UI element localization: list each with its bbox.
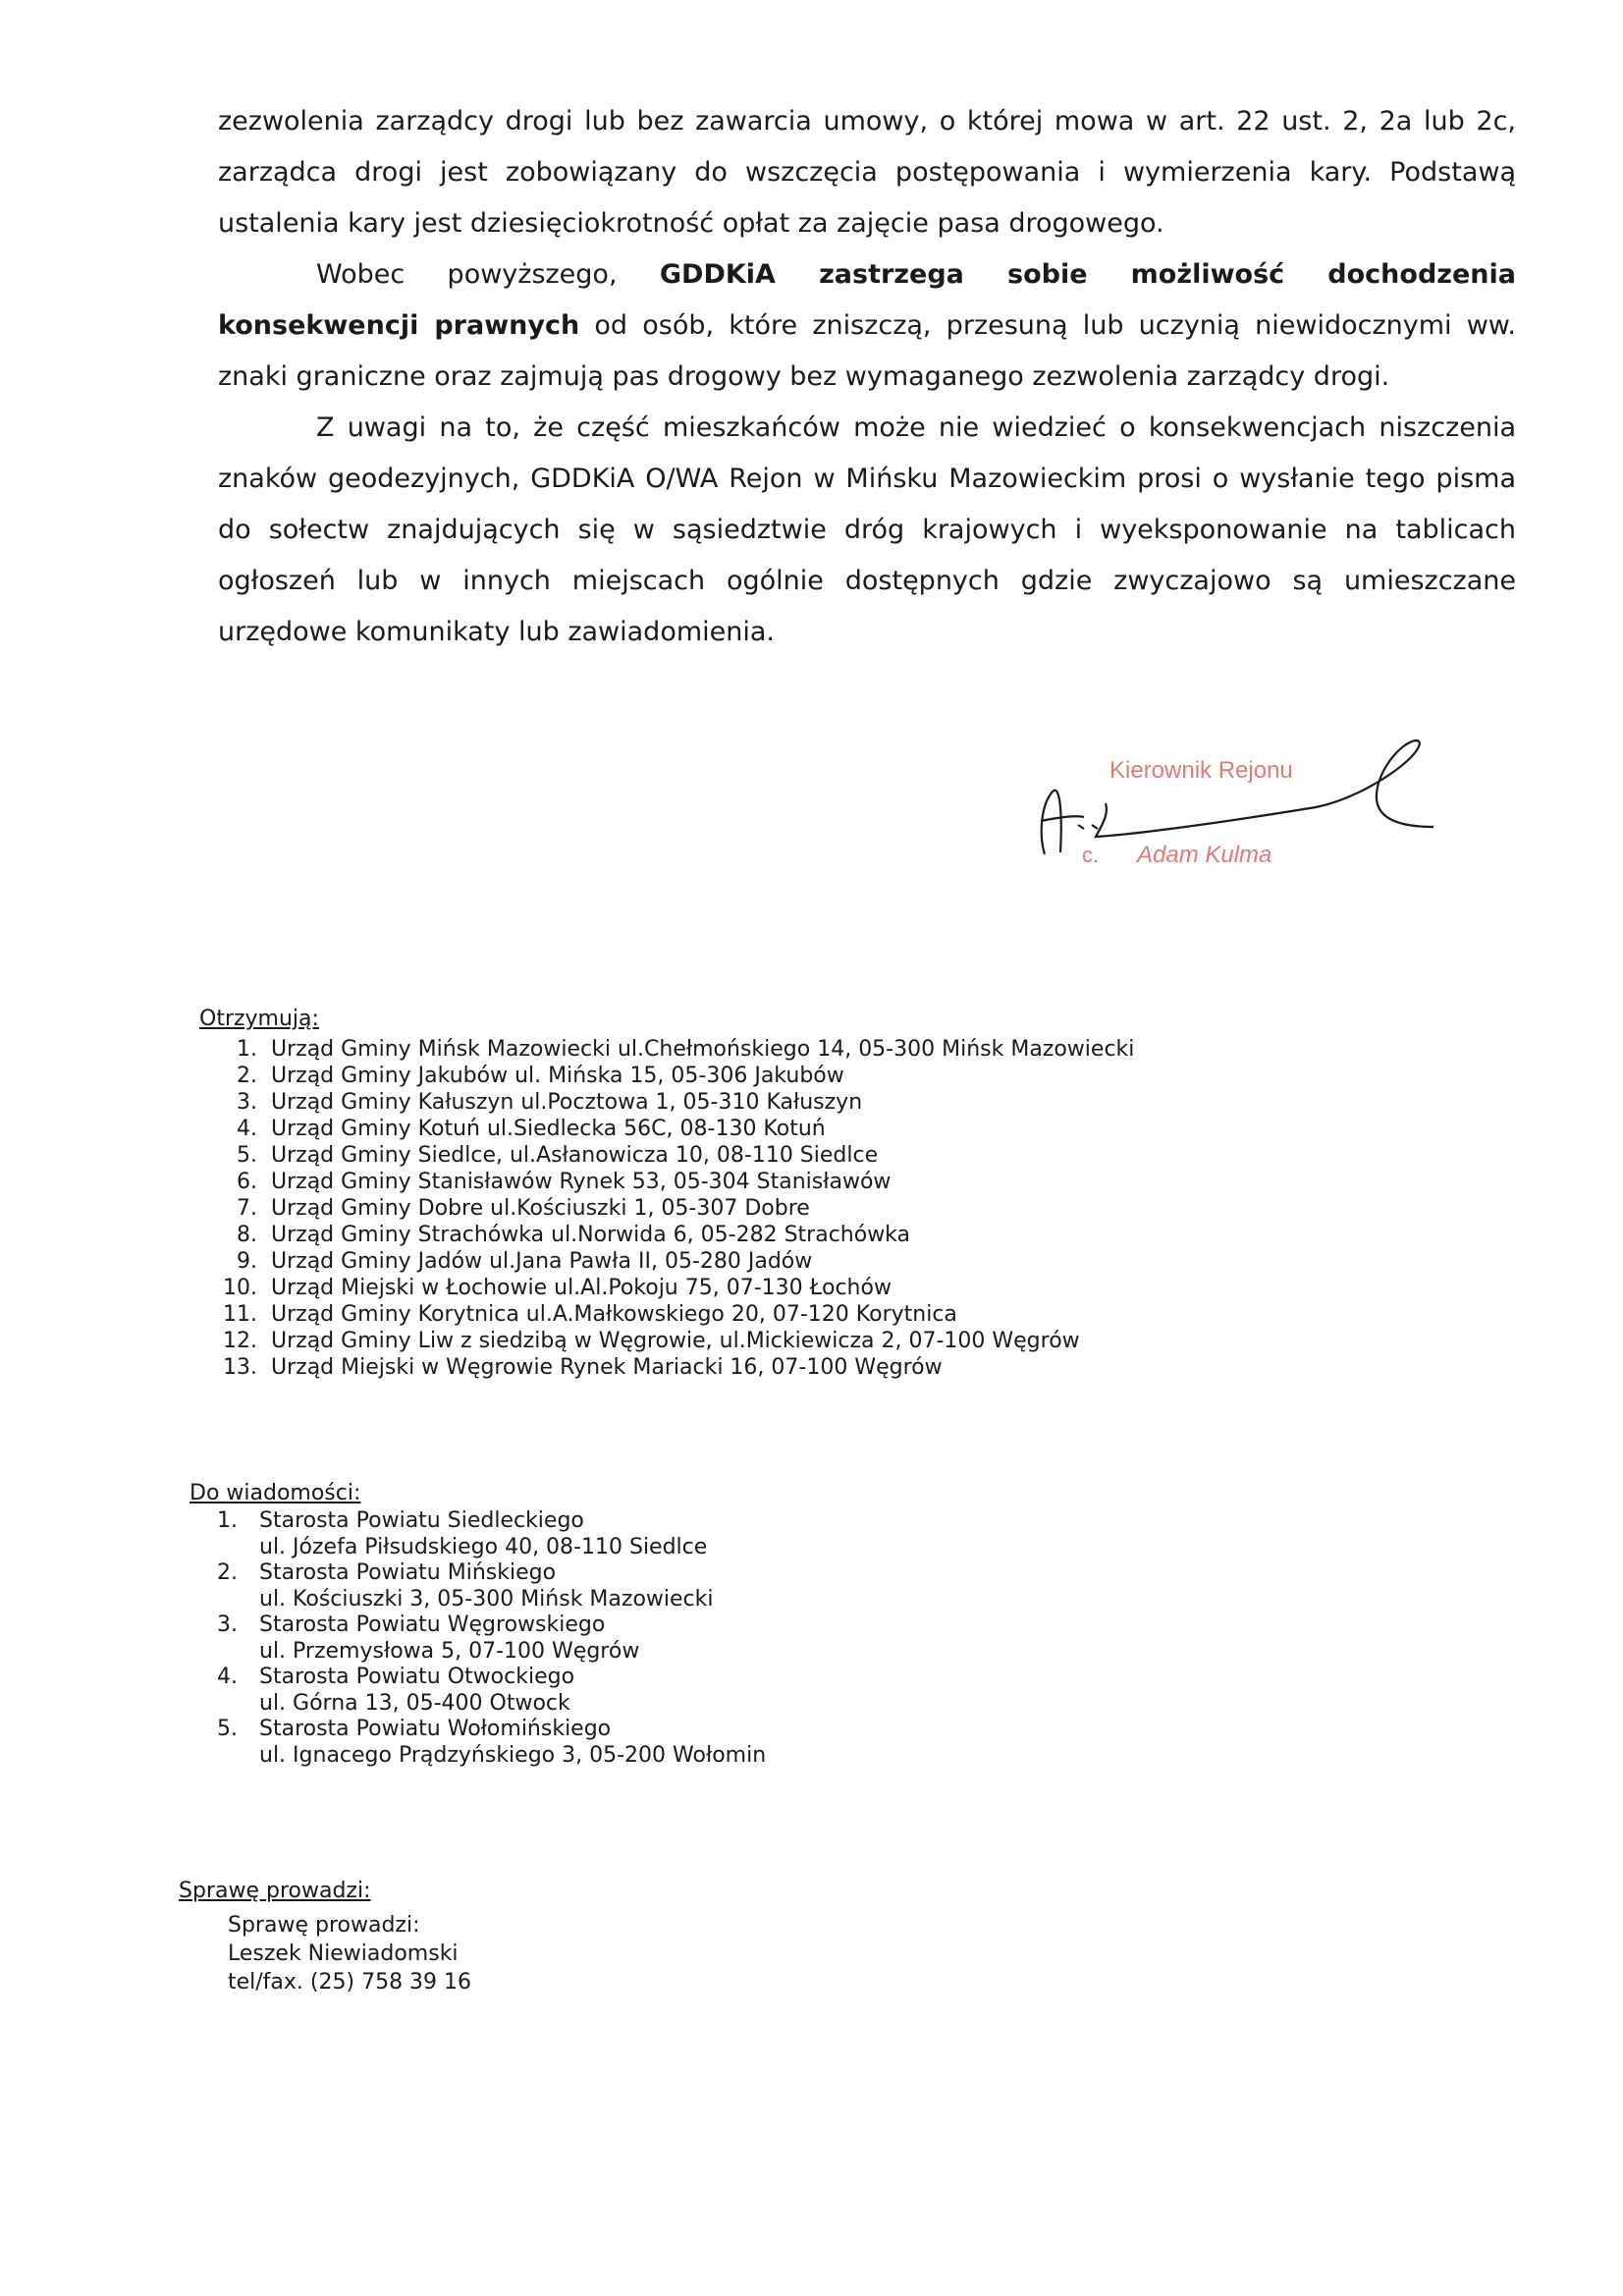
item-number: 10.: [223, 1276, 257, 1300]
recipient-address: Urząd Gminy Stanisławów Rynek 53, 05-304 Stanisławów: [271, 1170, 892, 1194]
paragraph-reservation-start: Wobec powyższego,: [316, 259, 660, 290]
list-item: [202, 1508, 1086, 1560]
letter-body: [218, 96, 1516, 658]
list-item: [218, 1169, 1200, 1195]
item-number: 9.: [237, 1249, 257, 1274]
list-item: [218, 1089, 1200, 1116]
paragraph-request: Z uwagi na to, że część mieszkańców może nie wiedzieć o konsekwencjach niszczenia znaków geodezyjnych, GDDKiA O/WA Rejon w Mińsku Mazowieckim prosi o wysłanie tego pisma do sołectw znajdujących się w sąsiedztwie dróg krajowych i wyeksponowanie na tablicach ogłoszeń lub w innych miejscach ogólnie dostępnych gdzie zwyczajowo są umieszczane urzędowe komunikaty lub zawiadomienia.: [218, 412, 1516, 647]
list-item: [202, 1665, 1086, 1717]
handler-label: Sprawę prowadzi:: [228, 1913, 420, 1938]
cc-name: Starosta Powiatu Wołomińskiego: [259, 1717, 612, 1741]
list-item: [218, 1301, 1200, 1328]
recipient-address: Urząd Miejski w Węgrowie Rynek Mariacki 16, 07-100 Węgrów: [271, 1355, 943, 1380]
recipient-address: Urząd Gminy Kotuń ul.Siedlecka 56C, 08-130 Kotuń: [271, 1117, 826, 1141]
stamp-name-text: Adam Kulma: [1137, 842, 1272, 868]
stamp-title-text: Kierownik Rejonu: [1109, 757, 1293, 784]
recipients-list: [218, 1036, 1200, 1381]
signature-stroke: [1078, 740, 1434, 837]
recipient-address: Urząd Gminy Kałuszyn ul.Pocztowa 1, 05-310 Kałuszyn: [271, 1090, 863, 1115]
cc-entry: [259, 1613, 639, 1665]
recipient-address: Urząd Gminy Jadów ul.Jana Pawła II, 05-280 Jadów: [271, 1249, 813, 1274]
list-item: [218, 1063, 1200, 1089]
recipient-address: Urząd Gminy Mińsk Mazowiecki ul.Chełmońskiego 14, 05-300 Mińsk Mazowiecki: [271, 1037, 1135, 1062]
cc-name: Starosta Powiatu Węgrowskiego: [259, 1613, 606, 1637]
item-number: 2.: [237, 1064, 257, 1088]
list-item: [218, 1248, 1200, 1275]
stamp-prefix-text: c.: [1082, 843, 1100, 867]
list-item: [218, 1354, 1200, 1381]
paragraph-reservation: [218, 249, 1516, 403]
handler-phone: tel/fax. (25) 758 39 16: [228, 1970, 472, 1995]
recipient-address: Urząd Gminy Jakubów ul. Mińska 15, 05-306 Jakubów: [271, 1064, 844, 1088]
item-number: 5.: [237, 1143, 257, 1168]
recipient-address: Urząd Gminy Siedlce, ul.Asłanowicza 10, 08-110 Siedlce: [271, 1143, 879, 1168]
item-number: 5.: [217, 1717, 238, 1741]
cc-name: Starosta Powiatu Otwockiego: [259, 1665, 575, 1689]
cc-address: ul. Górna 13, 05-400 Otwock: [259, 1690, 570, 1716]
item-number: 12.: [223, 1329, 257, 1353]
item-number: 4.: [217, 1665, 238, 1689]
paragraph-reservation-end: od osób, które zniszczą, przesuną lub uczynią niewidocznymi ww. znaki graniczne oraz zajmują pas drogowy bez wymaganego zezwolenia zarządcy drogi.: [218, 310, 1516, 392]
recipients-heading: Otrzymują:: [199, 1007, 319, 1031]
recipient-address: Urząd Gminy Liw z siedzibą w Węgrowie, ul.Mickiewicza 2, 07-100 Węgrów: [271, 1329, 1080, 1353]
item-number: 4.: [237, 1117, 257, 1141]
item-number: 1.: [237, 1037, 257, 1062]
cc-name: Starosta Powiatu Siedleckiego: [259, 1508, 584, 1533]
list-item: [218, 1195, 1200, 1222]
item-number: 3.: [237, 1090, 257, 1115]
cc-address: ul. Przemysłowa 5, 07-100 Węgrów: [259, 1638, 640, 1664]
list-item: [202, 1717, 1086, 1769]
cc-entry: [259, 1717, 766, 1769]
cc-address: ul. Kościuszki 3, 05-300 Mińsk Mazowiecki: [259, 1586, 714, 1612]
handler-contact: [228, 1911, 471, 1996]
item-number: 11.: [223, 1302, 257, 1327]
list-item: [202, 1560, 1086, 1613]
handler-name: Leszek Niewiadomski: [228, 1941, 459, 1966]
item-number: 3.: [217, 1613, 238, 1637]
list-item: [202, 1613, 1086, 1665]
item-number: 8.: [237, 1223, 257, 1247]
recipient-address: Urząd Gminy Korytnica ul.A.Małkowskiego 20, 07-120 Korytnica: [271, 1302, 957, 1327]
cc-name: Starosta Powiatu Mińskiego: [259, 1560, 557, 1585]
recipient-address: Urząd Gminy Dobre ul.Kościuszki 1, 05-307 Dobre: [271, 1196, 810, 1221]
recipient-address: Urząd Miejski w Łochowie ul.Al.Pokoju 75, 07-130 Łochów: [271, 1276, 892, 1300]
list-item: [218, 1036, 1200, 1063]
cc-address: ul. Józefa Piłsudskiego 40, 08-110 Siedlce: [259, 1534, 708, 1559]
signature-initial-a: [1041, 791, 1084, 854]
item-number: 6.: [237, 1170, 257, 1194]
cc-entry: [259, 1508, 707, 1560]
item-number: 7.: [237, 1196, 257, 1221]
recipient-address: Urząd Gminy Strachówka ul.Norwida 6, 05-282 Strachówka: [271, 1223, 911, 1247]
cc-heading: Do wiadomości:: [189, 1481, 361, 1505]
cc-list: [202, 1508, 1086, 1769]
cc-entry: [259, 1665, 574, 1717]
handler-heading: Sprawę prowadzi:: [179, 1879, 371, 1903]
paragraph-penalty: zezwolenia zarządcy drogi lub bez zawarcia umowy, o której mowa w art. 22 ust. 2, 2a lub 2c, zarządca drogi jest zobowiązany do wszczęcia postępowania i wymierzenia kary. Podstawą ustalenia kary jest dziesięciokrotność opłat za zajęcie pasa drogowego.: [218, 106, 1516, 239]
list-item: [218, 1142, 1200, 1169]
list-item: [218, 1222, 1200, 1248]
item-number: 1.: [217, 1508, 238, 1533]
list-item: [218, 1116, 1200, 1142]
cc-address: ul. Ignacego Prądzyńskiego 3, 05-200 Wołomin: [259, 1742, 767, 1768]
item-number: 2.: [217, 1560, 238, 1585]
list-item: [218, 1275, 1200, 1301]
item-number: 13.: [223, 1355, 257, 1380]
signature-stamp: [1031, 727, 1463, 884]
paragraph-reservation-bold: GDDKiA zastrzega sobie możliwość dochodzenia konsekwencji prawnych: [218, 259, 1516, 341]
list-item: [218, 1328, 1200, 1354]
cc-entry: [259, 1560, 714, 1613]
